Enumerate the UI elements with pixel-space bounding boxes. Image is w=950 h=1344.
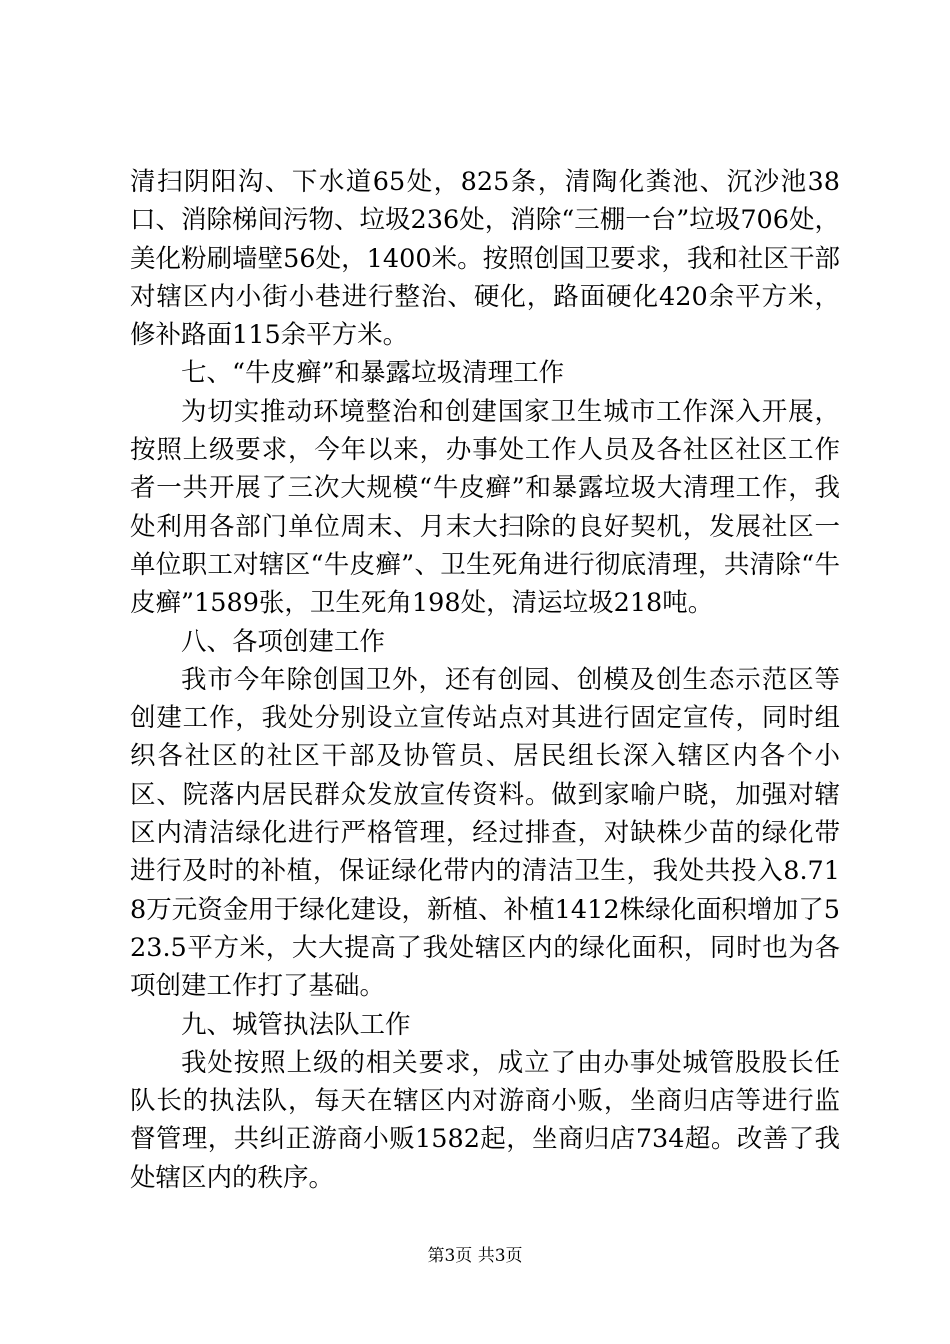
paragraph-enforcement-team: 我处按照上级的相关要求，成立了由办事处城管股股长任队长的执法队，每天在辖区内对游商小贩，坐商归店等进行监督管理，共纠正游商小贩1582起，坐商归店734超。改善了我处辖区内的秩序。	[130, 1047, 840, 1193]
section-heading-seven: 七、“牛皮癣”和暴露垃圾清理工作	[181, 358, 565, 389]
paragraph-creation-work: 我市今年除创国卫外，还有创园、创模及创生态示范区等创建工作，我处分别设立宣传站点对其进行固定宣传，同时组织各社区的社区干部及协管员、居民组长深入辖区内各个小区、院落内居民群众发放宣传资料。做到家喻户晓，加强对辖区内清洁绿化进行严格管理，经过排查，对缺株少苗的绿化带进行及时的补植，保证绿化带内的清洁卫生，我处共投入8.718万元资金用于绿化建设，新植、补植1412株绿化面积增加了523.5平方米，大大提高了我处辖区内的绿化面积，同时也为各项创建工作打了基础。	[130, 664, 840, 1002]
section-heading-eight: 八、各项创建工作	[181, 626, 386, 657]
document-body	[130, 163, 840, 1197]
paragraph-niupixian-cleanup: 为切实推动环境整治和创建国家卫生城市工作深入开展，按照上级要求，今年以来，办事处工作人员及各社区社区工作者一共开展了三次大规模“牛皮癣”和暴露垃圾大清理工作，我处利用各部门单位周末、月末大扫除的良好契机，发展社区一单位职工对辖区“牛皮癣”、卫生死角进行彻底清理，共清除“牛皮癣”1589张，卫生死角198处，清运垃圾218吨。	[130, 396, 840, 619]
paragraph-cleaning-summary: 清扫阴阳沟、下水道65处，825条，清陶化粪池、沉沙池38口、消除梯间污物、垃圾236处，消除“三棚一台”垃圾706处，美化粉刷墙壁56处，1400米。按照创国卫要求，我和社区干部对辖区内小街小巷进行整治、硬化，路面硬化420余平方米，修补路面115余平方米。	[130, 167, 840, 351]
page-number-footer: 第3页 共3页	[427, 1246, 523, 1266]
section-heading-nine: 九、城管执法队工作	[181, 1009, 411, 1040]
